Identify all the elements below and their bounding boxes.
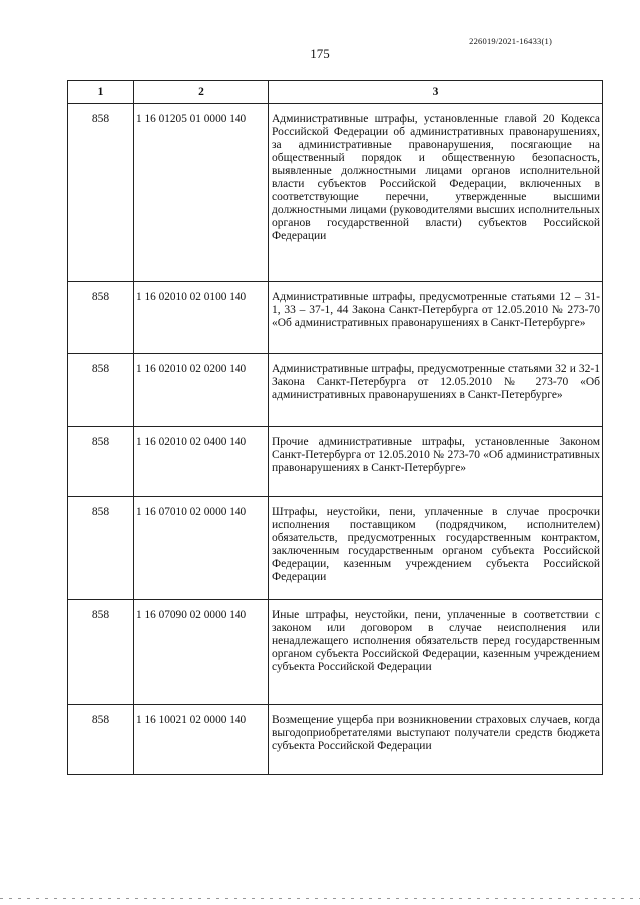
table-row	[68, 427, 603, 497]
table-row	[68, 497, 603, 600]
budget-code-cell: 1 16 02010 02 0400 140	[134, 427, 269, 497]
table-row	[68, 104, 603, 282]
page-number: 175	[310, 46, 330, 61]
budget-code-cell: 1 16 02010 02 0100 140	[134, 282, 269, 354]
admin-code-cell: 858	[68, 600, 134, 705]
budget-code-cell: 1 16 07010 02 0000 140	[134, 497, 269, 600]
description-cell: Иные штрафы, неустойки, пени, уплаченные в соответствии с законом или договором в случае неисполнения или ненадлежащего исполнения обязательств перед государственным органом субъекта Российской Федерации, казенным учреждением субъекта Российской Федерации	[269, 600, 603, 705]
admin-code-cell: 858	[68, 354, 134, 427]
description-cell: Прочие административные штрафы, установленные Законом Санкт-Петербурга от 12.05.2010 № 273-70 «Об административных правонарушениях в Санкт-Петербурге»	[269, 427, 603, 497]
description-cell: Штрафы, неустойки, пени, уплаченные в случае просрочки исполнения поставщиком (подрядчиком, исполнителем) обязательств, предусмотренных государственным контрактом, заключенным государственным органом субъекта Российской Федерации, казенным учреждением субъекта Российской Федерации	[269, 497, 603, 600]
table-row	[68, 705, 603, 775]
table-row	[68, 600, 603, 705]
column-header-3: 3	[269, 81, 603, 104]
budget-code-cell: 1 16 02010 02 0200 140	[134, 354, 269, 427]
description-cell: Административные штрафы, предусмотренные статьями 12 – 31-1, 33 – 37-1, 44 Закона Санкт-Петербурга от 12.05.2010 № 273-70 «Об административных правонарушениях в Санкт-Петербурге»	[269, 282, 603, 354]
document-registration-number: 226019/2021-16433(1)	[469, 36, 552, 46]
admin-code-cell: 858	[68, 282, 134, 354]
budget-code-cell: 1 16 07090 02 0000 140	[134, 600, 269, 705]
description-cell: Возмещение ущерба при возникновении страховых случаев, когда выгодоприобретателями выступают получатели средств бюджета субъекта Российской Федерации	[269, 705, 603, 775]
description-cell: Административные штрафы, предусмотренные статьями 32 и 32-1 Закона Санкт-Петербурга от 12.05.2010 № 273-70 «Об административных правонарушениях в Санкт-Петербурге»	[269, 354, 603, 427]
scan-artifact-line	[0, 898, 640, 899]
table-row	[68, 354, 603, 427]
budget-code-cell: 1 16 01205 01 0000 140	[134, 104, 269, 282]
table-row	[68, 282, 603, 354]
budget-codes-table	[67, 80, 603, 775]
admin-code-cell: 858	[68, 497, 134, 600]
admin-code-cell: 858	[68, 705, 134, 775]
admin-code-cell: 858	[68, 427, 134, 497]
admin-code-cell: 858	[68, 104, 134, 282]
table-header-row	[68, 81, 603, 104]
column-header-1: 1	[68, 81, 134, 104]
column-header-2: 2	[134, 81, 269, 104]
description-cell: Административные штрафы, установленные главой 20 Кодекса Российской Федерации об административных правонарушениях, за административные правонарушения, посягающие на общественный порядок и общественную безопасность, выявленные должностными лицами органов исполнительной власти субъектов Российской Федерации, включенных в соответствующие перечни, утвержденные высшими должностными лицами (руководителями высших исполнительных органов государственной власти) субъектов Российской Федерации	[269, 104, 603, 282]
budget-code-cell: 1 16 10021 02 0000 140	[134, 705, 269, 775]
